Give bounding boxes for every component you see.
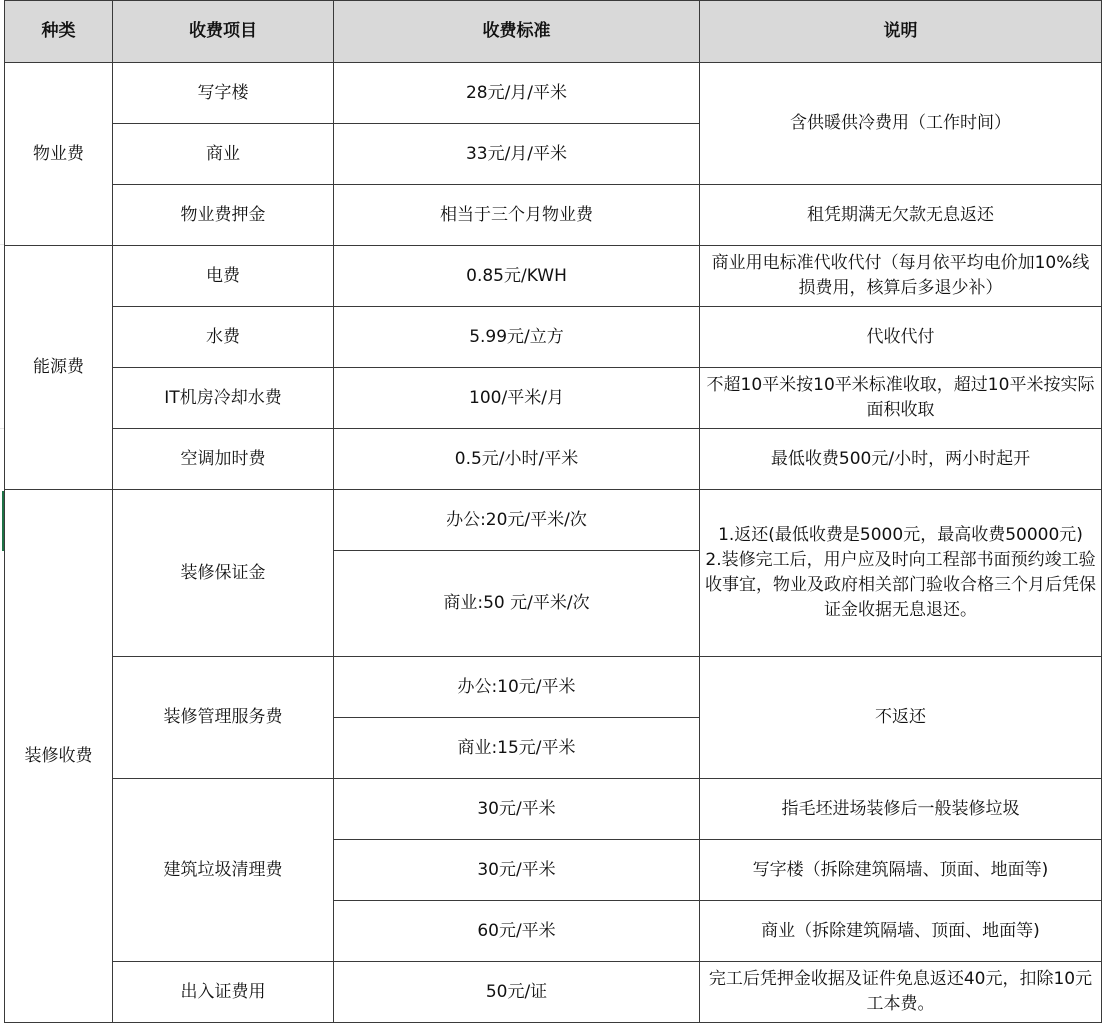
note-renovation-management[interactable]: 不返还 — [700, 657, 1102, 779]
item-property-deposit[interactable]: 物业费押金 — [113, 185, 334, 246]
standard-commercial[interactable]: 33元/月/平米 — [334, 124, 700, 185]
item-ac-overtime[interactable]: 空调加时费 — [113, 429, 334, 490]
standard-it-cooling[interactable]: 100/平米/月 — [334, 368, 700, 429]
header-standard[interactable]: 收费标准 — [334, 1, 700, 63]
standard-waste-2[interactable]: 30元/平米 — [334, 840, 700, 901]
category-energy[interactable]: 能源费 — [5, 246, 113, 490]
standard-deposit-office[interactable]: 办公:20元/平米/次 — [334, 490, 700, 551]
note-waste-2[interactable]: 写字楼（拆除建筑隔墙、顶面、地面等) — [700, 840, 1102, 901]
header-category[interactable]: 种类 — [5, 1, 113, 63]
item-it-cooling[interactable]: IT机房冷却水费 — [113, 368, 334, 429]
header-note[interactable]: 说明 — [700, 1, 1102, 63]
table-row — [5, 63, 1102, 124]
item-commercial[interactable]: 商业 — [113, 124, 334, 185]
category-property[interactable]: 物业费 — [5, 63, 113, 246]
standard-waste-3[interactable]: 60元/平米 — [334, 901, 700, 962]
table-row — [5, 962, 1102, 1023]
note-waste-3[interactable]: 商业（拆除建筑隔墙、顶面、地面等) — [700, 901, 1102, 962]
standard-deposit-commercial[interactable]: 商业:50 元/平米/次 — [334, 551, 700, 657]
fee-table — [4, 0, 1102, 1023]
standard-pass-fee[interactable]: 50元/证 — [334, 962, 700, 1023]
standard-waste-1[interactable]: 30元/平米 — [334, 779, 700, 840]
item-renovation-deposit[interactable]: 装修保证金 — [113, 490, 334, 657]
standard-management-commercial[interactable]: 商业:15元/平米 — [334, 718, 700, 779]
note-it-cooling[interactable]: 不超10平米按10平米标准收取，超过10平米按实际面积收取 — [700, 368, 1102, 429]
category-renovation[interactable]: 装修收费 — [5, 490, 113, 1023]
table-row — [5, 307, 1102, 368]
standard-electricity[interactable]: 0.85元/KWH — [334, 246, 700, 307]
note-pass-fee[interactable]: 完工后凭押金收据及证件免息返还40元，扣除10元工本费。 — [700, 962, 1102, 1023]
header-row — [5, 1, 1102, 63]
item-pass-fee[interactable]: 出入证费用 — [113, 962, 334, 1023]
table-row — [5, 246, 1102, 307]
table-row — [5, 490, 1102, 551]
table-row — [5, 779, 1102, 840]
standard-office[interactable]: 28元/月/平米 — [334, 63, 700, 124]
note-renovation-deposit[interactable] — [700, 490, 1102, 657]
table-row — [5, 429, 1102, 490]
item-electricity[interactable]: 电费 — [113, 246, 334, 307]
item-water[interactable]: 水费 — [113, 307, 334, 368]
standard-property-deposit[interactable]: 相当于三个月物业费 — [334, 185, 700, 246]
note-ac-overtime[interactable]: 最低收费500元/小时，两小时起开 — [700, 429, 1102, 490]
header-item[interactable]: 收费项目 — [113, 1, 334, 63]
item-construction-waste[interactable]: 建筑垃圾清理费 — [113, 779, 334, 962]
item-renovation-management[interactable]: 装修管理服务费 — [113, 657, 334, 779]
note-deposit-line1: 1.返还(最低收费是5000元，最高收费50000元) — [718, 525, 1083, 545]
fee-table-sheet — [4, 0, 1102, 1023]
note-deposit-line2: 2.装修完工后，用户应及时向工程部书面预约竣工验收事宜，物业及政府相关部门验收合格三个月后凭保证金收据无息退还。 — [705, 550, 1096, 620]
note-electricity[interactable]: 商业用电标准代收代付（每月依平均电价加10%线损费用，核算后多退少补） — [700, 246, 1102, 307]
note-waste-1[interactable]: 指毛坯进场装修后一般装修垃圾 — [700, 779, 1102, 840]
table-row — [5, 368, 1102, 429]
table-row — [5, 657, 1102, 718]
table-row — [5, 185, 1102, 246]
note-water[interactable]: 代收代付 — [700, 307, 1102, 368]
standard-ac-overtime[interactable]: 0.5元/小时/平米 — [334, 429, 700, 490]
note-property-heating[interactable]: 含供暖供冷费用（工作时间） — [700, 63, 1102, 185]
item-office[interactable]: 写字楼 — [113, 63, 334, 124]
standard-management-office[interactable]: 办公:10元/平米 — [334, 657, 700, 718]
note-property-deposit[interactable]: 租凭期满无欠款无息返还 — [700, 185, 1102, 246]
standard-water[interactable]: 5.99元/立方 — [334, 307, 700, 368]
